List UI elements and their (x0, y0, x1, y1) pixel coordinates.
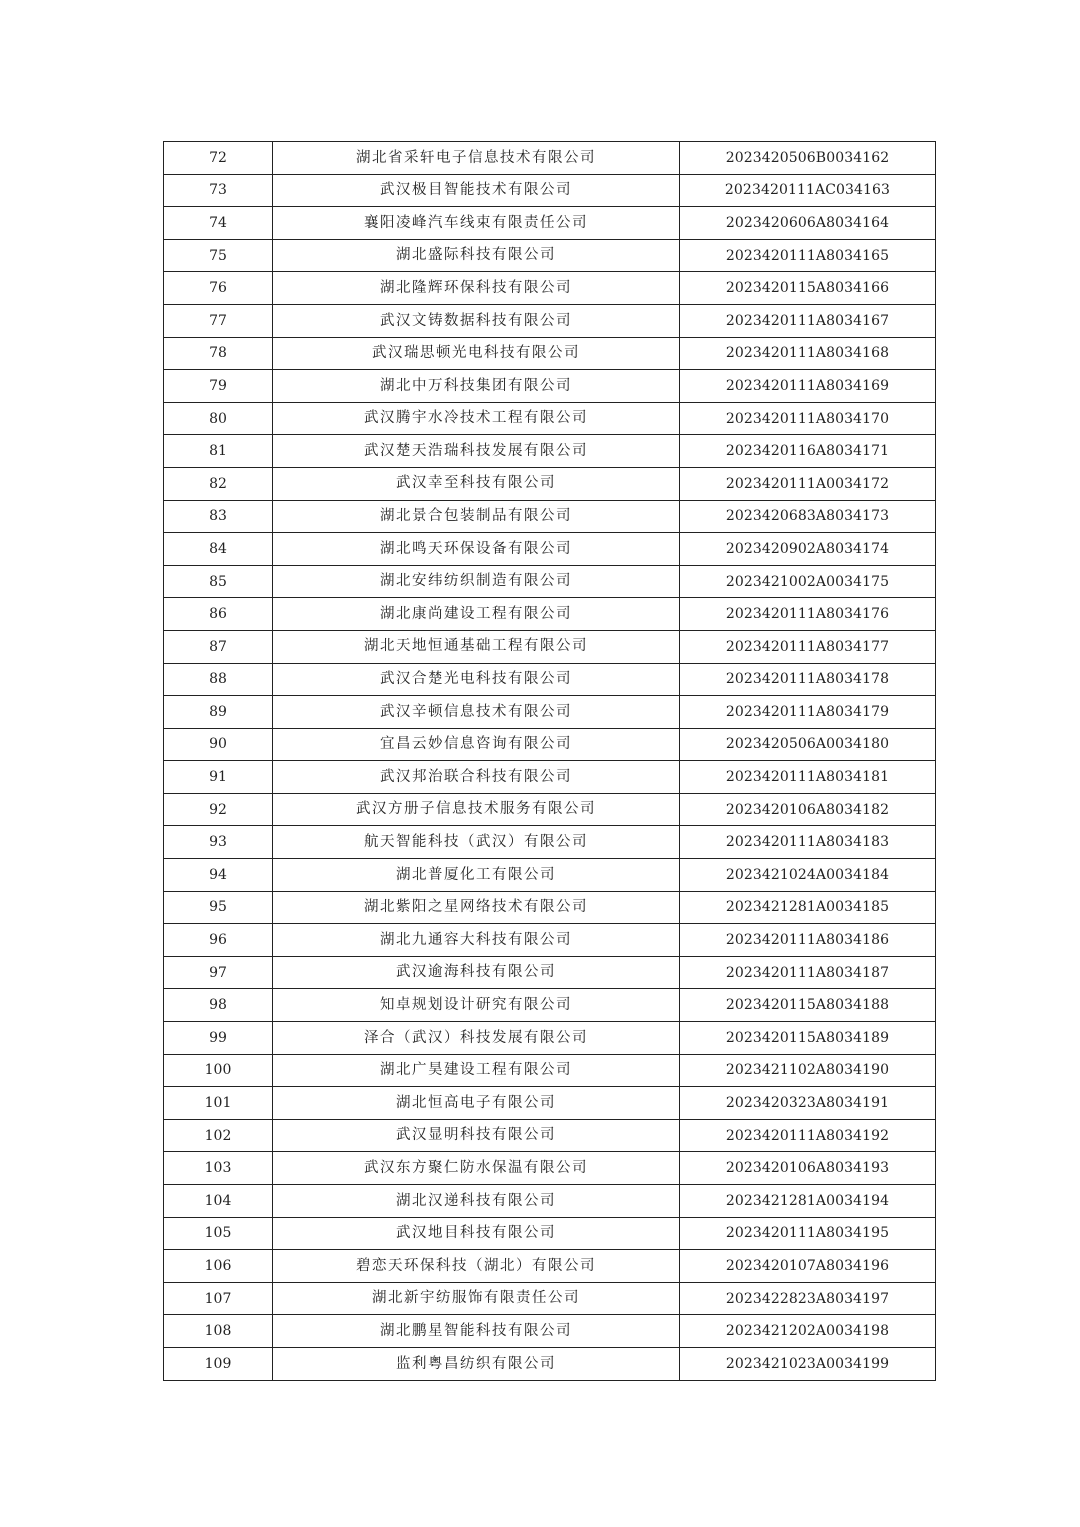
company-name-cell: 湖北中万科技集团有限公司 (273, 370, 680, 403)
table-row (164, 793, 936, 826)
table-row (164, 239, 936, 272)
registration-code-cell: 2023420506B0034162 (680, 142, 936, 175)
row-index-cell: 79 (164, 370, 273, 403)
table-row (164, 891, 936, 924)
table-row (164, 728, 936, 761)
company-name-cell: 航天智能科技（武汉）有限公司 (273, 826, 680, 859)
row-index-cell: 105 (164, 1217, 273, 1250)
table-row (164, 1250, 936, 1283)
company-list-table (163, 141, 936, 1381)
table-row (164, 500, 936, 533)
registration-code-cell: 2023420107A8034196 (680, 1250, 936, 1283)
registration-code-cell: 2023421281A0034194 (680, 1185, 936, 1218)
row-index-cell: 101 (164, 1087, 273, 1120)
company-name-cell: 武汉方册子信息技术服务有限公司 (273, 793, 680, 826)
company-name-cell: 湖北隆辉环保科技有限公司 (273, 272, 680, 305)
table-row (164, 1347, 936, 1380)
company-name-cell: 监利粤昌纺织有限公司 (273, 1347, 680, 1380)
registration-code-cell: 2023420111A8034178 (680, 663, 936, 696)
row-index-cell: 108 (164, 1315, 273, 1348)
company-name-cell: 湖北康尚建设工程有限公司 (273, 598, 680, 631)
table-body (164, 142, 936, 1381)
table-row (164, 956, 936, 989)
row-index-cell: 89 (164, 696, 273, 729)
company-name-cell: 知卓规划设计研究有限公司 (273, 989, 680, 1022)
row-index-cell: 94 (164, 859, 273, 892)
registration-code-cell: 2023422823A8034197 (680, 1282, 936, 1315)
table-row (164, 533, 936, 566)
row-index-cell: 73 (164, 174, 273, 207)
table-row (164, 142, 936, 175)
table-row (164, 337, 936, 370)
company-name-cell: 武汉合楚光电科技有限公司 (273, 663, 680, 696)
table-row (164, 435, 936, 468)
table-row (164, 924, 936, 957)
row-index-cell: 93 (164, 826, 273, 859)
registration-code-cell: 2023420606A8034164 (680, 207, 936, 240)
table-row (164, 402, 936, 435)
company-name-cell: 湖北九通容大科技有限公司 (273, 924, 680, 957)
table-row (164, 1087, 936, 1120)
row-index-cell: 102 (164, 1119, 273, 1152)
table-row (164, 272, 936, 305)
table-row (164, 207, 936, 240)
table-row (164, 370, 936, 403)
row-index-cell: 81 (164, 435, 273, 468)
company-name-cell: 泽合（武汉）科技发展有限公司 (273, 1022, 680, 1055)
registration-code-cell: 2023420116A8034171 (680, 435, 936, 468)
company-name-cell: 湖北省采轩电子信息技术有限公司 (273, 142, 680, 175)
row-index-cell: 91 (164, 761, 273, 794)
row-index-cell: 72 (164, 142, 273, 175)
company-name-cell: 湖北普厦化工有限公司 (273, 859, 680, 892)
row-index-cell: 88 (164, 663, 273, 696)
registration-code-cell: 2023420111A8034168 (680, 337, 936, 370)
company-name-cell: 武汉显明科技有限公司 (273, 1119, 680, 1152)
row-index-cell: 78 (164, 337, 273, 370)
row-index-cell: 109 (164, 1347, 273, 1380)
company-name-cell: 武汉邦治联合科技有限公司 (273, 761, 680, 794)
row-index-cell: 86 (164, 598, 273, 631)
company-name-cell: 宜昌云妙信息咨询有限公司 (273, 728, 680, 761)
table-row (164, 1282, 936, 1315)
registration-code-cell: 2023420111A8034195 (680, 1217, 936, 1250)
registration-code-cell: 2023420111AC034163 (680, 174, 936, 207)
company-name-cell: 湖北鸣天环保设备有限公司 (273, 533, 680, 566)
row-index-cell: 87 (164, 630, 273, 663)
table-row (164, 1217, 936, 1250)
table-row (164, 467, 936, 500)
company-name-cell: 武汉楚天浩瑞科技发展有限公司 (273, 435, 680, 468)
table-row (164, 1054, 936, 1087)
registration-code-cell: 2023420111A8034179 (680, 696, 936, 729)
row-index-cell: 107 (164, 1282, 273, 1315)
table-row (164, 630, 936, 663)
row-index-cell: 98 (164, 989, 273, 1022)
company-name-cell: 武汉逾海科技有限公司 (273, 956, 680, 989)
registration-code-cell: 2023420111A8034187 (680, 956, 936, 989)
registration-code-cell: 2023420106A8034193 (680, 1152, 936, 1185)
company-name-cell: 武汉极目智能技术有限公司 (273, 174, 680, 207)
company-name-cell: 武汉文铸数据科技有限公司 (273, 304, 680, 337)
registration-code-cell: 2023420111A8034170 (680, 402, 936, 435)
company-name-cell: 湖北紫阳之星网络技术有限公司 (273, 891, 680, 924)
table-row (164, 1152, 936, 1185)
company-name-cell: 湖北恒高电子有限公司 (273, 1087, 680, 1120)
row-index-cell: 99 (164, 1022, 273, 1055)
table-row (164, 696, 936, 729)
row-index-cell: 96 (164, 924, 273, 957)
registration-code-cell: 2023420902A8034174 (680, 533, 936, 566)
table-row (164, 304, 936, 337)
row-index-cell: 104 (164, 1185, 273, 1218)
registration-code-cell: 2023420111A8034169 (680, 370, 936, 403)
row-index-cell: 84 (164, 533, 273, 566)
company-name-cell: 湖北天地恒通基础工程有限公司 (273, 630, 680, 663)
registration-code-cell: 2023420115A8034189 (680, 1022, 936, 1055)
table-row (164, 663, 936, 696)
registration-code-cell: 2023420115A8034188 (680, 989, 936, 1022)
company-name-cell: 湖北新宇纺服饰有限责任公司 (273, 1282, 680, 1315)
table-row (164, 761, 936, 794)
row-index-cell: 82 (164, 467, 273, 500)
table-row (164, 826, 936, 859)
registration-code-cell: 2023421002A0034175 (680, 565, 936, 598)
company-name-cell: 武汉腾宇水冷技术工程有限公司 (273, 402, 680, 435)
registration-code-cell: 2023421281A0034185 (680, 891, 936, 924)
table-row (164, 989, 936, 1022)
company-name-cell: 碧恋天环保科技（湖北）有限公司 (273, 1250, 680, 1283)
row-index-cell: 103 (164, 1152, 273, 1185)
table-row (164, 1022, 936, 1055)
company-name-cell: 湖北盛际科技有限公司 (273, 239, 680, 272)
row-index-cell: 90 (164, 728, 273, 761)
registration-code-cell: 2023420111A8034186 (680, 924, 936, 957)
row-index-cell: 77 (164, 304, 273, 337)
registration-code-cell: 2023420111A8034177 (680, 630, 936, 663)
row-index-cell: 80 (164, 402, 273, 435)
registration-code-cell: 2023421023A0034199 (680, 1347, 936, 1380)
registration-code-cell: 2023420111A8034167 (680, 304, 936, 337)
row-index-cell: 74 (164, 207, 273, 240)
table-row (164, 1119, 936, 1152)
table-row (164, 859, 936, 892)
registration-code-cell: 2023420111A8034181 (680, 761, 936, 794)
company-name-cell: 武汉地目科技有限公司 (273, 1217, 680, 1250)
registration-code-cell: 2023420111A8034176 (680, 598, 936, 631)
table-row (164, 565, 936, 598)
registration-code-cell: 2023421102A8034190 (680, 1054, 936, 1087)
company-name-cell: 湖北广昊建设工程有限公司 (273, 1054, 680, 1087)
company-name-cell: 湖北鹏星智能科技有限公司 (273, 1315, 680, 1348)
registration-code-cell: 2023420111A8034192 (680, 1119, 936, 1152)
table-row (164, 598, 936, 631)
row-index-cell: 85 (164, 565, 273, 598)
table-row (164, 174, 936, 207)
registration-code-cell: 2023420111A8034165 (680, 239, 936, 272)
registration-code-cell: 2023420106A8034182 (680, 793, 936, 826)
table-row (164, 1185, 936, 1218)
row-index-cell: 83 (164, 500, 273, 533)
row-index-cell: 100 (164, 1054, 273, 1087)
row-index-cell: 76 (164, 272, 273, 305)
registration-code-cell: 2023420683A8034173 (680, 500, 936, 533)
row-index-cell: 92 (164, 793, 273, 826)
company-name-cell: 湖北安纬纺织制造有限公司 (273, 565, 680, 598)
company-name-cell: 湖北景合包装制品有限公司 (273, 500, 680, 533)
company-name-cell: 武汉幸至科技有限公司 (273, 467, 680, 500)
company-name-cell: 湖北汉递科技有限公司 (273, 1185, 680, 1218)
table-row (164, 1315, 936, 1348)
row-index-cell: 97 (164, 956, 273, 989)
row-index-cell: 95 (164, 891, 273, 924)
row-index-cell: 106 (164, 1250, 273, 1283)
registration-code-cell: 2023420111A0034172 (680, 467, 936, 500)
row-index-cell: 75 (164, 239, 273, 272)
company-name-cell: 武汉辛顿信息技术有限公司 (273, 696, 680, 729)
registration-code-cell: 2023420111A8034183 (680, 826, 936, 859)
registration-code-cell: 2023420506A0034180 (680, 728, 936, 761)
company-name-cell: 襄阳凌峰汽车线束有限责任公司 (273, 207, 680, 240)
company-name-cell: 武汉东方聚仁防水保温有限公司 (273, 1152, 680, 1185)
registration-code-cell: 2023421202A0034198 (680, 1315, 936, 1348)
registration-code-cell: 2023420115A8034166 (680, 272, 936, 305)
registration-code-cell: 2023421024A0034184 (680, 859, 936, 892)
company-name-cell: 武汉瑞思顿光电科技有限公司 (273, 337, 680, 370)
registration-code-cell: 2023420323A8034191 (680, 1087, 936, 1120)
